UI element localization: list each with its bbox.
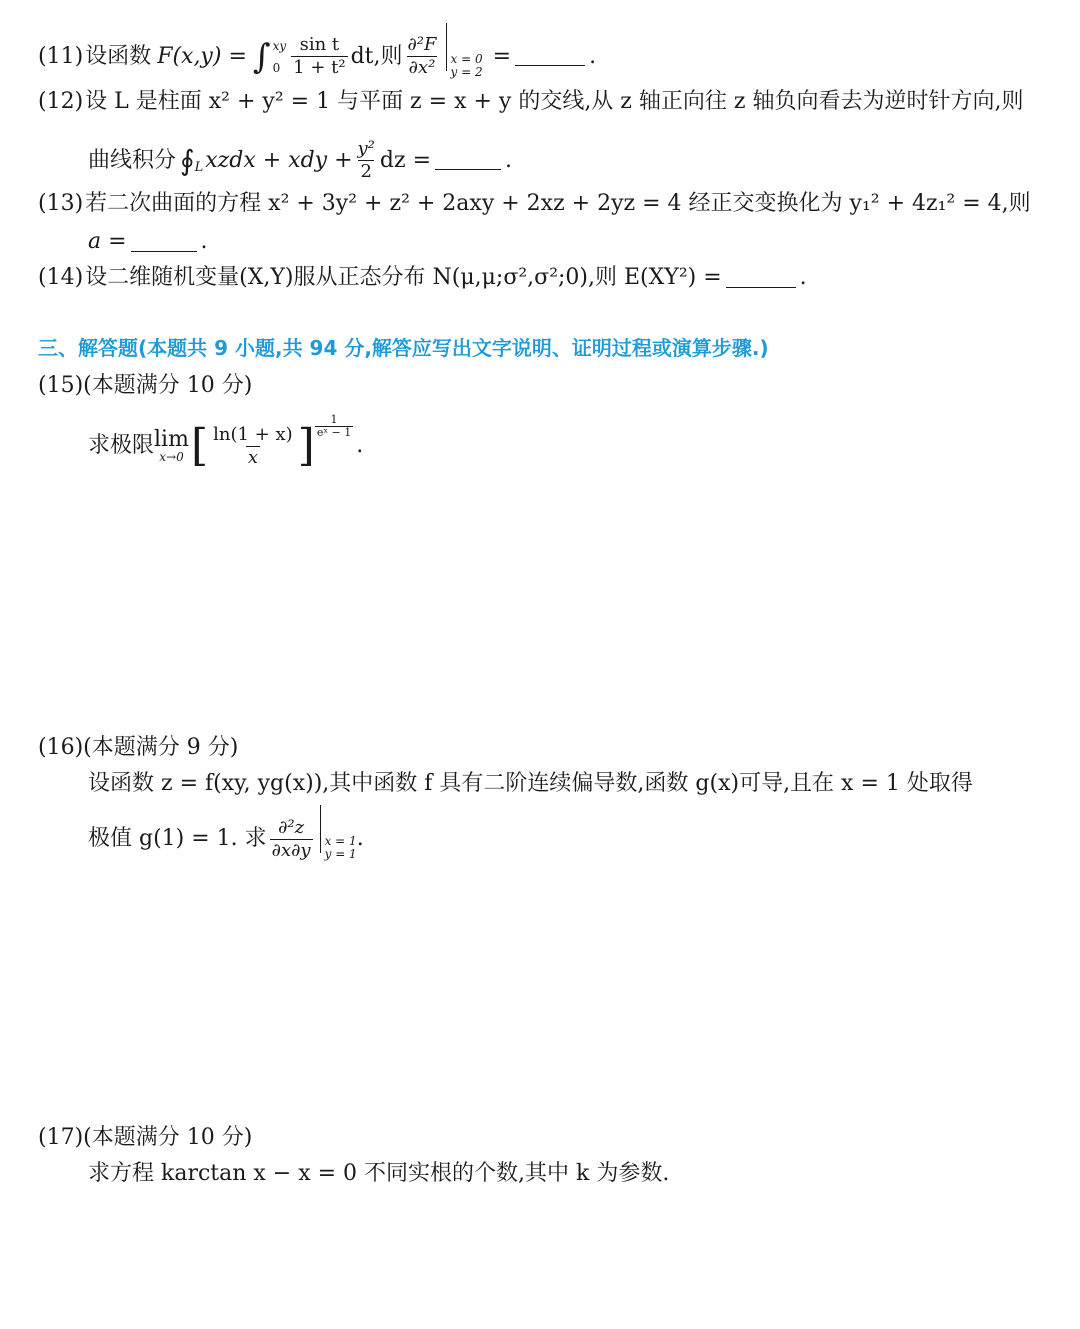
left-bracket: [: [190, 420, 209, 471]
integral-lower: 0: [272, 60, 281, 75]
frac-denominator: 2: [360, 161, 372, 182]
right-bracket: ]: [297, 420, 315, 471]
evaluation-bar: [446, 35, 483, 79]
question-number: (12): [38, 89, 84, 114]
frac-denominator: x: [247, 446, 258, 468]
q11-fraction: [291, 34, 347, 79]
question-16-line1: 设函数 z = f(xy, yg(x)),其中函数 f 具有二阶连续偏导数,函数 g(x)可导,且在 x = 1 处取得: [88, 771, 973, 796]
integral-limits: [273, 39, 287, 75]
eval-cond-x: x = 0: [450, 51, 483, 66]
q15-prefix: 求极限: [88, 433, 155, 458]
q11-text: 设函数: [85, 43, 152, 69]
deriv-denominator: ∂x∂y: [271, 839, 311, 861]
frac-denominator: 1 + t²: [293, 57, 346, 78]
question-number: (14): [38, 265, 84, 290]
question-16-line2: [88, 818, 364, 860]
q15-exponent: [315, 414, 353, 439]
question-17-header: (17)(本题满分 10 分): [38, 1125, 253, 1150]
q16-derivative: [270, 817, 313, 862]
eval-cond-x: x = 1: [324, 834, 357, 848]
q11-derivative: [406, 34, 439, 79]
deriv-numerator: ∂²z: [278, 816, 305, 838]
frac-numerator: sin t: [299, 34, 340, 55]
question-16-header: (16)(本题满分 9 分): [38, 735, 239, 760]
deriv-numerator: ∂²F: [407, 34, 437, 55]
question-12-line2: 曲线积分 ∮ L xzdx + xdy + $\frac{\text{y²}}{2}$ dz = .: [88, 138, 513, 182]
limit: [154, 429, 189, 463]
answer-blank[interactable]: [515, 47, 585, 66]
question-15-header: (15)(本题满分 10 分): [38, 373, 253, 398]
question-15-body: [88, 413, 364, 472]
question-17-text: 求方程 karctan x − x = 0 不同实根的个数,其中 k 为参数.: [88, 1161, 670, 1186]
evaluation-bar: [320, 817, 357, 861]
q11-args: (x,y) =: [172, 43, 247, 69]
q15-fraction: [211, 424, 295, 469]
q14-end: .: [799, 265, 807, 290]
q12-line1: 设 L 是柱面 x² + y² = 1 与平面 z = x + y 的交线,从 z 轴正向往 z 轴负向看去为逆时针方向,则: [85, 89, 1024, 114]
q15-end: .: [356, 433, 364, 458]
q14-text: 设二维随机变量(X,Y)服从正态分布 N(μ,μ;σ²,σ²;0),则 E(XY²) =: [85, 265, 722, 290]
integral-sign: ∫: [252, 36, 271, 77]
question-number: (13): [38, 191, 84, 216]
lim-word: lim: [154, 427, 189, 452]
frac-numerator: ln(1 + x): [213, 423, 293, 445]
eval-cond-y: y = 2: [450, 64, 483, 79]
section-heading: 三、解答题(本题共 9 小题,共 94 分,解答应写出文字说明、证明过程或演算步骤.): [38, 336, 769, 360]
answer-blank[interactable]: [131, 233, 197, 252]
exp-numerator: 1: [330, 413, 338, 426]
integral-upper: xy: [272, 38, 287, 53]
q12-prefix: 曲线积分: [88, 147, 177, 173]
eval-cond-y: y = 1: [324, 847, 357, 861]
exp-denominator: eˣ − 1: [316, 426, 352, 439]
contour-integral-sign: ∮: [180, 143, 195, 177]
frac-numerator: y²: [357, 138, 375, 159]
question-12: [38, 88, 1023, 116]
q12-dz: dz =: [379, 147, 432, 173]
q13-line2: a =: [88, 229, 127, 254]
q11-eq: =: [492, 43, 512, 69]
question-13: [38, 190, 1031, 218]
answer-blank[interactable]: [435, 151, 501, 170]
question-11: [38, 34, 596, 79]
q11-end: .: [589, 43, 597, 69]
lim-subscript: x→0: [159, 450, 184, 464]
q13-end: .: [200, 229, 208, 254]
q13-line1: 若二次曲面的方程 x² + 3y² + z² + 2axy + 2xz + 2yz = 4 经正交变换化为 y₁² + 4z₁² = 4,则: [85, 191, 1031, 216]
question-13-line2: [88, 228, 208, 256]
q11-func: F: [157, 43, 173, 69]
answer-blank[interactable]: [726, 269, 796, 288]
q12-expr: xzdx + xdy +: [205, 147, 353, 173]
q12-fraction: [356, 138, 377, 183]
q16-end: .: [356, 826, 364, 851]
q16-prefix: 极值 g(1) = 1. 求: [88, 826, 267, 851]
question-14: [38, 264, 807, 292]
deriv-denominator: ∂x²: [408, 57, 436, 78]
question-number: (11): [38, 43, 84, 69]
q12-end: .: [505, 147, 513, 173]
q11-dt: dt,则: [350, 43, 403, 69]
